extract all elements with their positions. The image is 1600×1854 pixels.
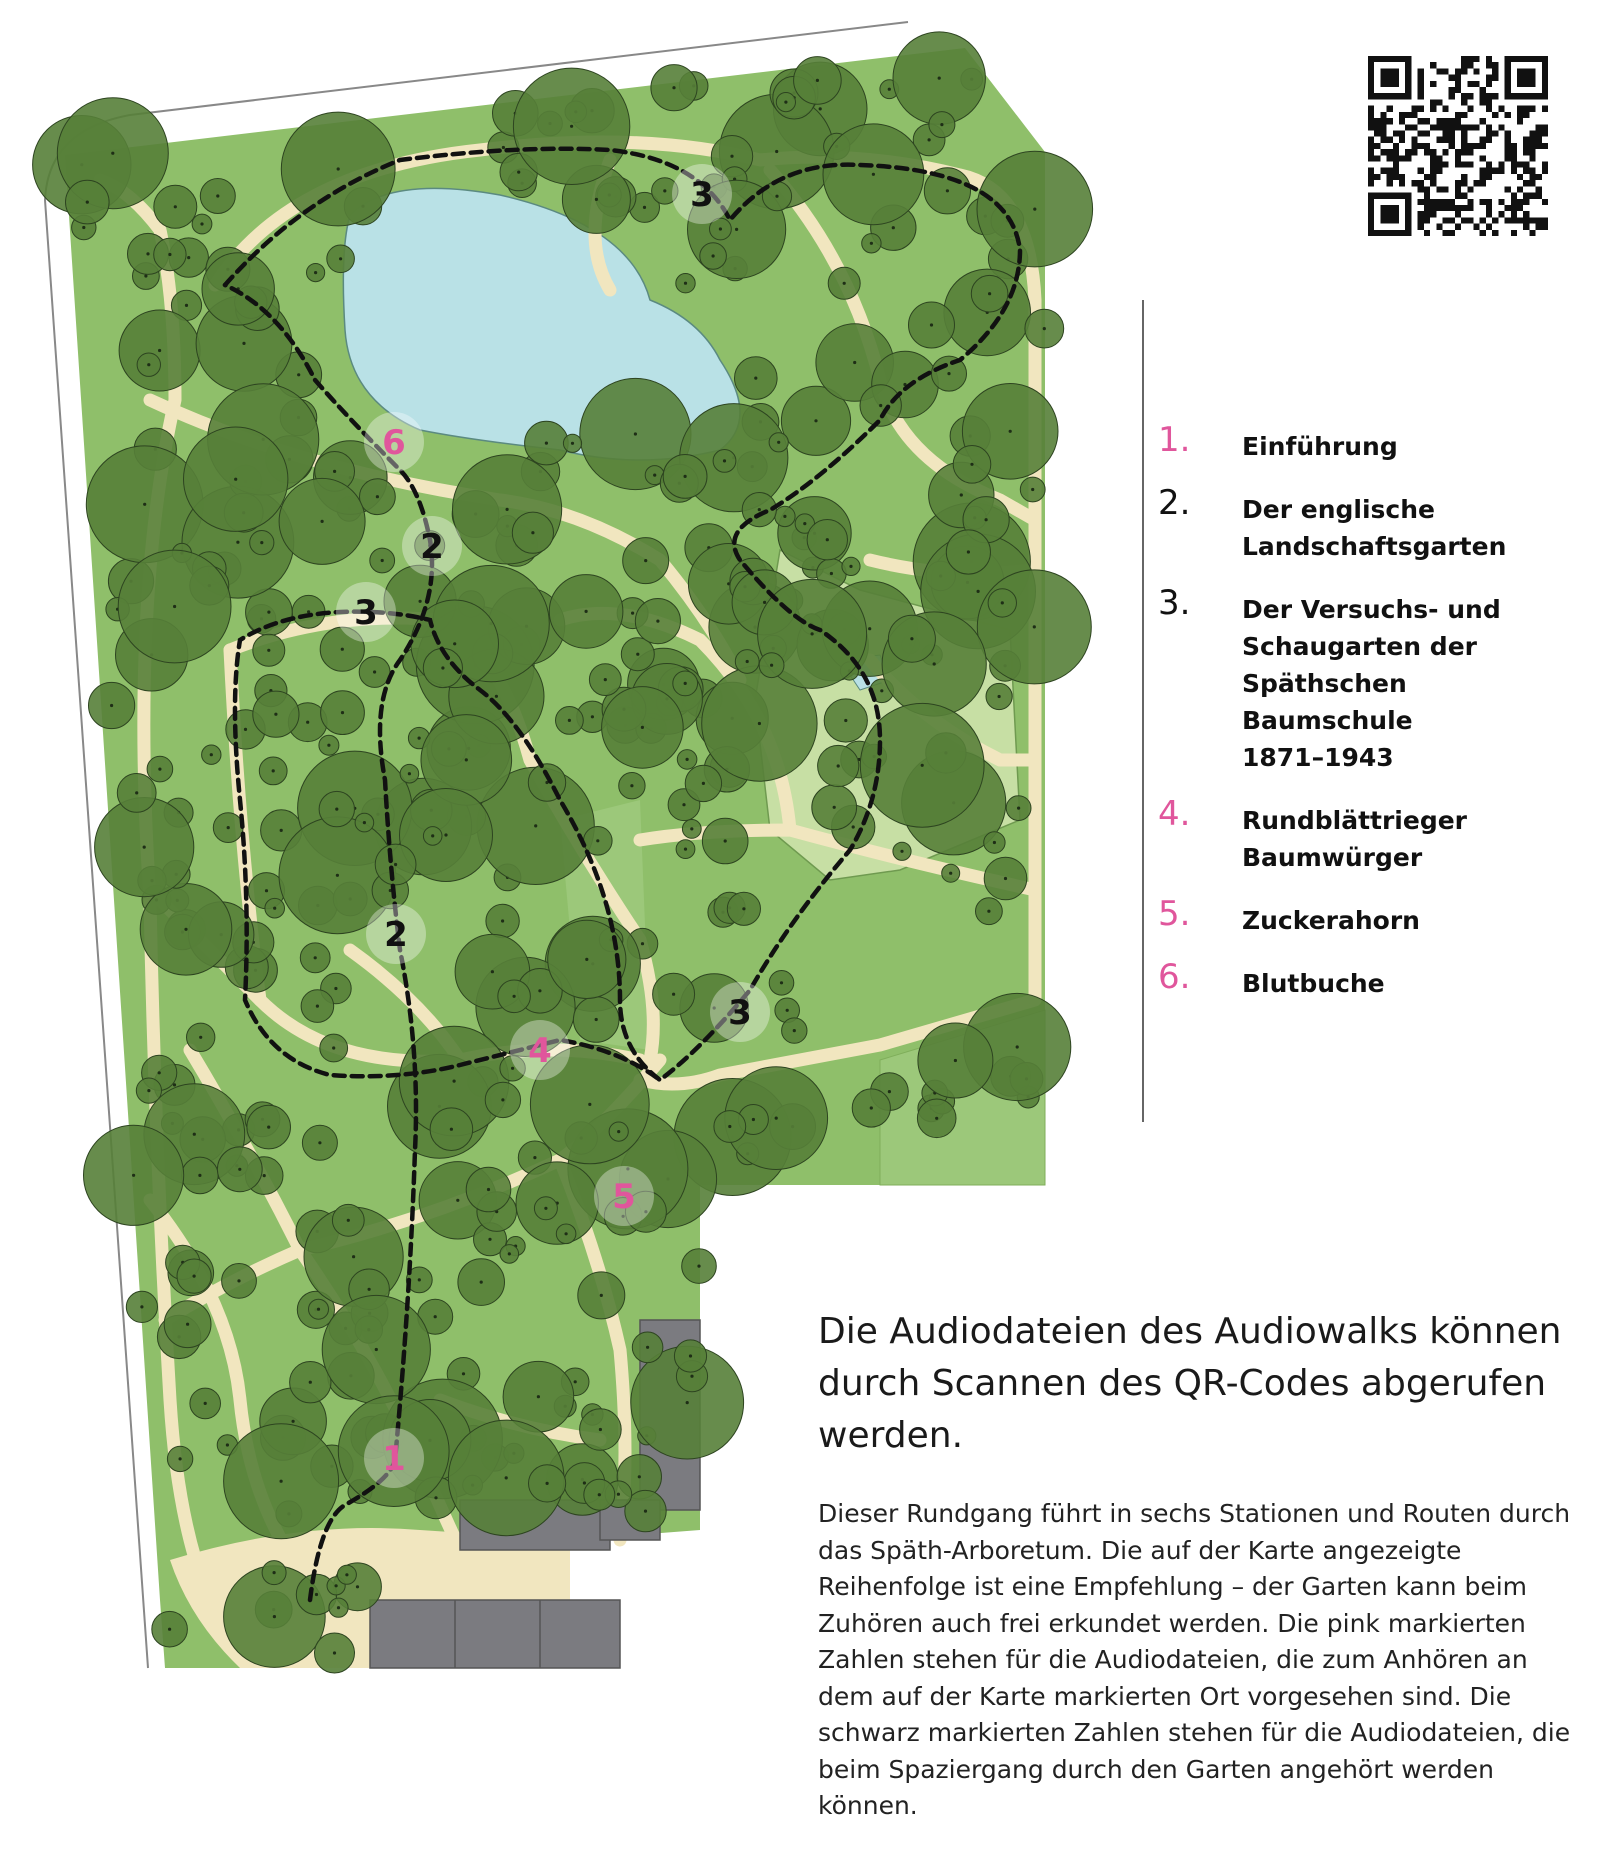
tree-trunk [147,363,150,366]
tree-trunk [690,1375,693,1378]
tree-trunk [940,123,943,126]
tree-trunk [641,942,644,945]
tree-trunk [595,198,598,201]
tree-trunk [337,1606,340,1609]
tree-trunk [501,919,504,922]
tree-trunk [356,1585,359,1588]
tree-trunk [236,541,239,544]
tree-trunk [702,782,705,785]
tree-trunk [1033,208,1036,211]
tree-trunk [368,1288,371,1291]
legend-item-5 [1158,894,1578,939]
tree-trunk [381,559,384,562]
tree-trunk [585,610,588,613]
tree-trunk [742,907,745,910]
tree-trunk [643,206,646,209]
legend-label: Der englische Landschaftsgarten [1242,495,1507,561]
tree-trunk [837,764,840,767]
tree-trunk [341,648,344,651]
tree-trunk [273,907,276,910]
tree-trunk [852,825,855,828]
tree-trunk [656,620,659,623]
tree-trunk [335,808,338,811]
tree-trunk [830,572,833,575]
tree-trunk [684,475,687,478]
tree-trunk [641,726,644,729]
tree-trunk [638,1475,641,1478]
tree-trunk [146,252,149,255]
legend-label: Der Versuchs- und Schaugarten der Späthschen Baumschule 1871–1943 [1242,595,1501,772]
tree-trunk [456,1199,459,1202]
tree-trunk [571,442,574,445]
legend-number: 6. [1158,957,1191,997]
tree-trunk [487,1188,490,1191]
tree-trunk [184,928,187,931]
tree-trunk [147,1089,150,1092]
tree-trunk [752,1118,755,1121]
tree-trunk [140,1305,143,1308]
tree-trunk [634,432,637,435]
tree-trunk [712,254,715,257]
tree-trunk [419,600,422,603]
tree-trunk [86,201,89,204]
tree-trunk [158,1071,161,1074]
tree-trunk [511,1067,514,1070]
tree-trunk [763,601,766,604]
station-3[interactable]: 3 [690,175,714,215]
tree-trunk [644,559,647,562]
tree-trunk [617,1493,620,1496]
tree-trunk [502,146,505,149]
tree-trunk [337,167,340,170]
tree-trunk [132,1174,135,1177]
tree-trunk [317,1308,320,1311]
tree-trunk [534,824,537,827]
tree-trunk [431,834,434,837]
tree-trunk [546,1482,549,1485]
tree-trunk [870,242,873,245]
tree-trunk [684,682,687,685]
tree-trunk [684,282,687,285]
tree-trunk [880,689,883,692]
legend-item-6 [1158,957,1578,1002]
tree-trunk [517,171,520,174]
tree-trunk [892,226,895,229]
tree-trunk [786,1009,789,1012]
tree-trunk [686,1401,689,1404]
tree-trunk [462,1372,465,1375]
legend-label: Blutbuche [1242,969,1385,998]
tree-trunk [309,1381,312,1384]
tree-trunk [501,1098,504,1101]
tree-trunk [585,958,588,961]
tree-trunk [949,872,952,875]
tree-trunk [545,442,548,445]
tree-trunk [314,956,317,959]
tree-trunk [775,195,778,198]
tree-trunk [777,441,780,444]
tree-trunk [900,850,903,853]
tree-trunk [780,981,783,984]
tree-trunk [723,459,726,462]
tree-trunk [376,495,379,498]
tree-trunk [583,1481,586,1484]
tree-trunk [82,226,85,229]
tree-trunk [292,1420,295,1423]
tree-trunk [1001,601,1004,604]
tree-trunk [803,522,806,525]
tree-trunk [272,769,275,772]
headline: Die Audiodateien des Audiowalks können durch Scannen des QR-Codes abgerufen werden. [818,1311,1562,1456]
tree-trunk [260,541,263,544]
tree-trunk [488,1238,491,1241]
tree-trunk [928,138,931,141]
tree-trunk [244,728,247,731]
tree-trunk [644,1510,647,1513]
tree-trunk [686,758,689,761]
tree-trunk [1033,625,1036,628]
tree-trunk [1043,327,1046,330]
tree-trunk [910,637,913,640]
tree-trunk [599,1428,602,1431]
legend-item-2 [1158,483,1578,565]
tree-trunk [263,1174,266,1177]
tree-trunk [844,719,847,722]
tree-trunk [339,257,342,260]
legend-number: 1. [1158,420,1191,460]
tree-trunk [394,863,397,866]
tree-trunk [441,666,444,669]
tree-trunk [316,1005,319,1008]
tree-trunk [596,839,599,842]
legend-number: 5. [1158,894,1191,934]
tree-trunk [505,1476,508,1479]
tree-trunk [775,1117,778,1120]
legend-label: Rundblättrieger Baumwürger [1242,806,1468,872]
tree-trunk [174,205,177,208]
tree-trunk [204,1402,207,1405]
tree-trunk [879,404,882,407]
tree-trunk [321,520,324,523]
tree-trunk [210,753,213,756]
tree-trunk [444,833,447,836]
station-2[interactable]: 2 [384,915,408,955]
tree-trunk [758,508,761,511]
tree-trunk [870,1106,873,1109]
tree-trunk [1009,430,1012,433]
tree-trunk [833,806,836,809]
tree-trunk [960,493,963,496]
tree-trunk [604,678,607,681]
tree-trunk [273,1571,276,1574]
tree-trunk [1031,488,1034,491]
tree-trunk [630,784,633,787]
tree-trunk [453,642,456,645]
tree-trunk [724,839,727,842]
tree-trunk [993,841,996,844]
tree-trunk [617,1130,620,1133]
tree-trunk [333,470,336,473]
tree-trunk [373,670,376,673]
tree-trunk [480,1281,483,1284]
tree-trunk [646,1346,649,1349]
tree-trunk [418,737,421,740]
tree-trunk [187,256,190,259]
tree-trunk [653,474,656,477]
tree-trunk [843,282,846,285]
tree-trunk [690,827,693,830]
tree-trunk [267,649,270,652]
tree-trunk [318,1141,321,1144]
tree-trunk [193,1275,196,1278]
tree-trunk [314,271,317,274]
tree-trunk [336,874,339,877]
tree-trunk [135,791,138,794]
tree-trunk [185,304,188,307]
tree-trunk [954,1059,957,1062]
tree-trunk [684,848,687,851]
tree-trunk [418,1278,421,1281]
tree-trunk [110,704,113,707]
tree-trunk [537,1395,540,1398]
tree-trunk [234,478,237,481]
tree-trunk [849,565,852,568]
tree-trunk [186,1323,189,1326]
tree-trunk [746,660,749,663]
tree-trunk [568,719,571,722]
tree-trunk [327,744,330,747]
tree-trunk [544,1207,547,1210]
tree-trunk [158,768,161,771]
tree-trunk [636,653,639,656]
tree-trunk [434,1315,437,1318]
tree-trunk [598,1493,601,1496]
station-2[interactable]: 2 [420,527,444,567]
tree-trunk [672,86,675,89]
station-3[interactable]: 3 [354,593,378,633]
tree-trunk [574,1380,577,1383]
tree-trunk [758,722,761,725]
tree-trunk [770,664,773,667]
tree-trunk [565,1232,568,1235]
divider-line [1142,300,1144,1122]
tree-trunk [335,1584,338,1587]
tree-trunk [143,846,146,849]
legend-number: 2. [1158,483,1191,523]
tree-trunk [513,995,516,998]
tree-trunk [144,274,147,277]
tree-trunk [783,515,786,518]
tree-trunk [491,970,494,973]
tree-trunk [434,1496,437,1499]
tree-trunk [987,910,990,913]
tree-trunk [784,101,787,104]
tree-trunk [168,1628,171,1631]
tree-trunk [332,1046,335,1049]
tree-trunk [453,1080,456,1083]
tree-trunk [273,1615,276,1618]
tree-trunk [1016,1045,1019,1048]
tree-trunk [935,1117,938,1120]
tree-trunk [588,1103,591,1106]
tree-trunk [274,713,277,716]
tree-trunk [977,590,980,593]
tree-trunk [450,1128,453,1131]
tree-trunk [280,1480,283,1483]
tree-trunk [970,463,973,466]
legend-item-3 [1158,583,1578,776]
tree-trunk [465,758,468,761]
tree-trunk [947,372,950,375]
legend-item-1 [1158,420,1578,465]
tree-trunk [853,361,856,364]
tree-trunk [730,155,733,158]
tree-trunk [334,987,337,990]
tree-trunk [347,1219,350,1222]
tree-trunk [200,222,203,225]
tree-trunk [697,1265,700,1268]
tree-trunk [998,695,1001,698]
tree-trunk [888,88,891,91]
tree-trunk [158,349,161,352]
tree-trunk [811,632,814,635]
tree-trunk [333,1651,336,1654]
legend-number: 4. [1158,794,1191,834]
tree-trunk [591,715,594,718]
tree-trunk [933,662,936,665]
station-4[interactable]: 4 [528,1031,552,1071]
tree-trunk [341,711,344,714]
tree-trunk [267,1126,270,1129]
tree-trunk [775,150,778,153]
tree-trunk [352,1255,355,1258]
tree-trunk [672,993,675,996]
tree-trunk [242,342,245,345]
tree-trunk [600,1294,603,1297]
tree-trunk [663,189,666,192]
tree-trunk [819,107,822,110]
tree-trunk [226,1443,229,1446]
tree-trunk [297,373,300,376]
tree-trunk [872,173,875,176]
tree-trunk [179,1457,182,1460]
tree-trunk [199,1036,202,1039]
tree-trunk [375,1348,378,1351]
tree-trunk [985,518,988,521]
tree-trunk [111,152,114,155]
tree-trunk [888,1090,891,1093]
tree-trunk [946,189,949,192]
tree-trunk [531,531,534,534]
tree-trunk [315,1593,318,1596]
qr-code[interactable] [1368,56,1548,236]
tree-trunk [227,826,230,829]
tree-trunk [682,803,685,806]
tree-trunk [938,77,941,80]
tree-trunk [814,419,817,422]
tree-trunk [930,323,933,326]
tree-trunk [570,125,573,128]
tree-trunk [533,1156,536,1159]
tree-trunk [631,612,634,615]
tree-trunk [816,79,819,82]
tree-trunk [143,503,146,506]
tree-trunk [508,1252,511,1255]
legend-number: 3. [1158,583,1191,623]
tree-trunk [921,764,924,767]
tree-trunk [345,1573,348,1576]
tree-trunk [967,550,970,553]
tree-trunk [216,194,219,197]
tree-trunk [1004,877,1007,880]
tree-trunk [265,889,268,892]
legend-label: Einführung [1242,432,1398,461]
tree-trunk [793,1029,796,1032]
tree-trunk [826,538,829,541]
tree-trunk [728,1125,731,1128]
tree-trunk [280,829,283,832]
tree-trunk [719,227,722,230]
tree-trunk [198,1174,201,1177]
tree-trunk [538,989,541,992]
tree-trunk [495,695,498,698]
station-5[interactable]: 5 [612,1177,636,1217]
tree-trunk [735,228,738,231]
tree-trunk [595,1018,598,1021]
tree-trunk [193,1133,196,1136]
tree-trunk [1017,807,1020,810]
tree-trunk [238,1168,241,1171]
tree-trunk [306,721,309,724]
legend [1158,420,1578,1028]
tree-trunk [689,1354,692,1357]
tree-trunk [408,772,411,775]
tree-trunk [988,292,991,295]
station-1[interactable]: 1 [382,1439,406,1479]
tree-trunk [363,821,366,824]
tree-trunk [168,253,171,256]
legend-item-4 [1158,794,1578,876]
tree-trunk [267,611,270,614]
station-6[interactable]: 6 [382,423,406,463]
tree-trunk [868,627,871,630]
tree-trunk [754,377,757,380]
tree-trunk [506,508,509,511]
legend-label: Zuckerahorn [1242,906,1420,935]
station-3[interactable]: 3 [728,993,752,1033]
tree-trunk [237,1279,240,1282]
tree-trunk [173,605,176,608]
description: Dieser Rundgang führt in sechs Stationen und Routen durch das Späth-Arboretum. Die auf der Karte angezeigte Reihenfolge ist eine Empfehlung – der Garten kann beim Zuhören auch frei erkundet werden. Die pink markierten Zahlen stehen für die Audiodateien, die zum Anhören an dem auf der Karte markierten Ort vorgesehen sind. Die schwarz markierten Zahlen stehen für die Audiodateien, die beim Spaziergang durch den Garten angehört werden können. [818,1499,1571,1820]
